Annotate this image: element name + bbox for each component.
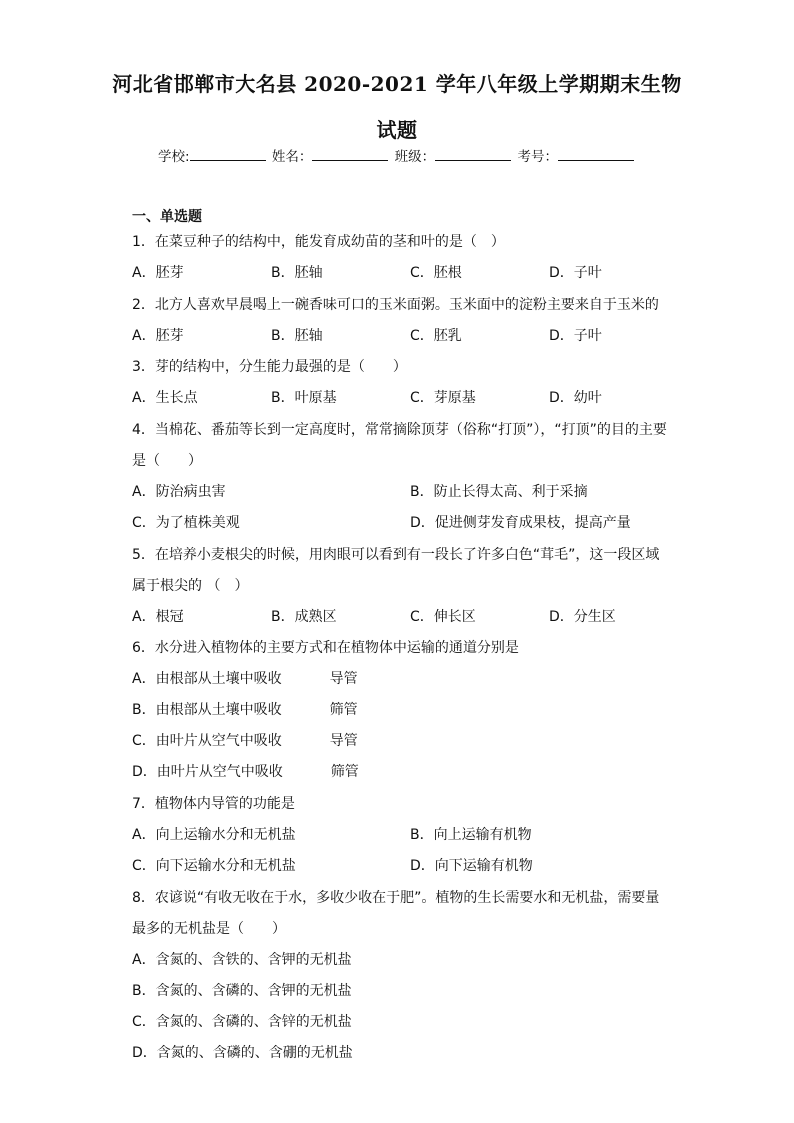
option-text: A．由根部从土壤中吸收 <box>132 671 282 687</box>
option: C．胚根 <box>410 265 462 281</box>
option: A．根冠 <box>132 609 184 625</box>
name-label: 姓名： <box>271 149 313 165</box>
page-title-line2: 试题 <box>376 118 418 142</box>
question-stem: 4．当棉花、番茄等长到一定高度时，常常摘除顶芽（俗称“打顶”），“打顶”的目的主要 <box>132 422 667 438</box>
option: B．成熟区 <box>271 609 337 625</box>
option: D．促进侧芽发育成果枝，提高产量 <box>410 515 631 531</box>
exam-number-label: 考号： <box>517 149 558 165</box>
option-tail: 筛管 <box>330 764 359 780</box>
option: D．子叶 <box>549 265 602 281</box>
option: D．分生区 <box>549 609 616 625</box>
option-tail: 导管 <box>329 671 358 687</box>
question-stem: 8．农谚说“有收无收在于水，多收少收在于肥”。植物的生长需要水和无机盐，需要量 <box>132 890 660 906</box>
section-title: 一、单选题 <box>132 209 202 225</box>
question-stem: 1．在菜豆种子的结构中，能发育成幼苗的茎和叶的是（ ） <box>132 234 505 250</box>
class-blank <box>435 146 511 161</box>
option <box>132 762 359 782</box>
name-blank <box>312 146 388 161</box>
option: B．胚轴 <box>271 265 323 281</box>
option: B．含氮的、含磷的、含钾的无机盐 <box>132 983 352 999</box>
question-stem: 2．北方人喜欢早晨喝上一碗香味可口的玉米面粥。玉米面中的淀粉主要来自于玉米的 <box>132 297 659 313</box>
question-stem: 7．植物体内导管的功能是 <box>132 796 295 812</box>
page-title: 河北省邯郸市大名县 2020-2021 学年八年级上学期期末生物 <box>112 72 682 96</box>
option: C．芽原基 <box>410 390 476 406</box>
option <box>132 700 358 720</box>
option <box>132 669 358 689</box>
exam-number-blank <box>558 146 634 161</box>
option-tail: 导管 <box>329 733 358 749</box>
option <box>132 731 358 751</box>
option: D．子叶 <box>549 328 602 344</box>
option: D．幼叶 <box>549 390 602 406</box>
option: A．防治病虫害 <box>132 484 226 500</box>
class-label: 班级： <box>394 149 436 165</box>
school-blank <box>190 146 266 161</box>
student-info-row <box>0 145 794 165</box>
option: C．向下运输水分和无机盐 <box>132 858 296 874</box>
question-stem-cont: 是（ ） <box>132 453 202 469</box>
question-stem-cont: 最多的无机盐是（ ） <box>132 921 286 937</box>
option-text: B．由根部从土壤中吸收 <box>132 702 282 718</box>
option: A．生长点 <box>132 390 198 406</box>
question-stem: 5．在培养小麦根尖的时候，用肉眼可以看到有一段长了许多白色“茸毛”，这一段区域 <box>132 547 660 563</box>
option: B．防止长得太高、利于采摘 <box>410 484 588 500</box>
option-text: D．由叶片从空气中吸收 <box>132 764 283 780</box>
option-tail: 筛管 <box>329 702 358 718</box>
option: C．为了植株美观 <box>132 515 240 531</box>
school-label: 学校: <box>158 149 190 165</box>
option: B．胚轴 <box>271 328 323 344</box>
question-stem-cont: 属于根尖的 （ ） <box>132 578 249 594</box>
option: A．胚芽 <box>132 265 184 281</box>
option: A．向上运输水分和无机盐 <box>132 827 296 843</box>
option: C．伸长区 <box>410 609 476 625</box>
question-stem: 3．芽的结构中，分生能力最强的是（ ） <box>132 359 407 375</box>
question-stem: 6．水分进入植物体的主要方式和在植物体中运输的通道分别是 <box>132 640 519 656</box>
option-text: C．由叶片从空气中吸收 <box>132 733 282 749</box>
option: B．向上运输有机物 <box>410 827 532 843</box>
option: A．含氮的、含铁的、含钾的无机盐 <box>132 952 352 968</box>
option: C．胚乳 <box>410 328 462 344</box>
option: C．含氮的、含磷的、含锌的无机盐 <box>132 1014 352 1030</box>
option: B．叶原基 <box>271 390 337 406</box>
option: D．向下运输有机物 <box>410 858 533 874</box>
option: D．含氮的、含磷的、含硼的无机盐 <box>132 1045 353 1061</box>
option: A．胚芽 <box>132 328 184 344</box>
